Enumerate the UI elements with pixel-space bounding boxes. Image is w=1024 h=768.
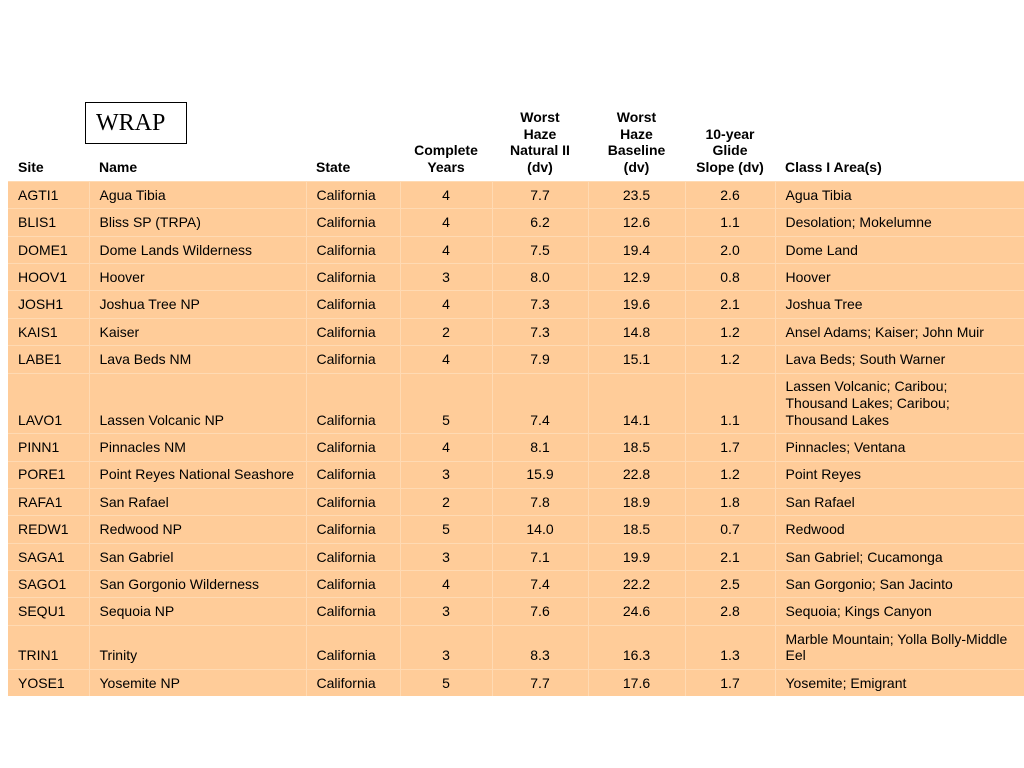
cell-complete-years: 5 [400,373,492,434]
cell-complete-years: 5 [400,669,492,696]
cell-worst-haze-baseline: 18.5 [588,434,685,461]
cell-state: California [306,516,400,543]
cell-name: Bliss SP (TRPA) [89,209,306,236]
cell-complete-years: 4 [400,181,492,208]
cell-worst-haze-baseline: 22.8 [588,461,685,488]
cell-class-i-areas: Point Reyes [775,461,1024,488]
cell-class-i-areas: San Gorgonio; San Jacinto [775,571,1024,598]
cell-worst-haze-natural: 7.5 [492,236,588,263]
cell-state: California [306,291,400,318]
cell-worst-haze-baseline: 15.1 [588,346,685,373]
cell-name: Pinnacles NM [89,434,306,461]
header-complete-years: Complete Years [400,107,492,181]
cell-worst-haze-baseline: 16.3 [588,625,685,669]
cell-name: Lassen Volcanic NP [89,373,306,434]
cell-glide-slope: 2.0 [685,236,775,263]
cell-complete-years: 4 [400,291,492,318]
cell-glide-slope: 2.6 [685,181,775,208]
cell-state: California [306,434,400,461]
cell-state: California [306,236,400,263]
cell-class-i-areas: Sequoia; Kings Canyon [775,598,1024,625]
cell-worst-haze-baseline: 19.9 [588,543,685,570]
table-row [8,209,1024,236]
cell-worst-haze-baseline: 14.8 [588,318,685,345]
cell-state: California [306,598,400,625]
cell-class-i-areas: Hoover [775,264,1024,291]
cell-glide-slope: 1.3 [685,625,775,669]
cell-complete-years: 5 [400,516,492,543]
table-row [8,516,1024,543]
cell-worst-haze-natural: 7.7 [492,669,588,696]
cell-complete-years: 4 [400,434,492,461]
cell-class-i-areas: Dome Land [775,236,1024,263]
cell-site: LABE1 [8,346,89,373]
cell-worst-haze-baseline: 23.5 [588,181,685,208]
cell-class-i-areas: Pinnacles; Ventana [775,434,1024,461]
cell-worst-haze-baseline: 24.6 [588,598,685,625]
cell-state: California [306,346,400,373]
cell-site: SEQU1 [8,598,89,625]
cell-glide-slope: 1.1 [685,373,775,434]
cell-state: California [306,209,400,236]
cell-complete-years: 4 [400,236,492,263]
cell-glide-slope: 1.1 [685,209,775,236]
cell-glide-slope: 1.2 [685,346,775,373]
cell-worst-haze-natural: 7.4 [492,571,588,598]
header-site: Site [8,107,89,181]
cell-site: PINN1 [8,434,89,461]
cell-state: California [306,669,400,696]
cell-state: California [306,264,400,291]
header-worst-haze-baseline: Worst Haze Baseline (dv) [588,107,685,181]
cell-glide-slope: 2.1 [685,291,775,318]
cell-state: California [306,461,400,488]
cell-complete-years: 4 [400,571,492,598]
cell-state: California [306,373,400,434]
table-row [8,346,1024,373]
cell-name: Agua Tibia [89,181,306,208]
cell-worst-haze-natural: 7.4 [492,373,588,434]
cell-name: Dome Lands Wilderness [89,236,306,263]
cell-worst-haze-natural: 8.0 [492,264,588,291]
cell-worst-haze-natural: 7.7 [492,181,588,208]
cell-state: California [306,571,400,598]
table-row [8,543,1024,570]
cell-complete-years: 3 [400,543,492,570]
cell-complete-years: 3 [400,598,492,625]
cell-worst-haze-baseline: 22.2 [588,571,685,598]
cell-class-i-areas: Lassen Volcanic; Caribou; Thousand Lakes; Caribou; Thousand Lakes [775,373,1024,434]
cell-glide-slope: 1.2 [685,318,775,345]
cell-site: LAVO1 [8,373,89,434]
cell-complete-years: 4 [400,209,492,236]
cell-class-i-areas: Yosemite; Emigrant [775,669,1024,696]
table-row [8,488,1024,515]
cell-state: California [306,181,400,208]
cell-name: Point Reyes National Seashore [89,461,306,488]
table-row [8,236,1024,263]
cell-glide-slope: 2.8 [685,598,775,625]
table-row [8,291,1024,318]
cell-worst-haze-natural: 7.6 [492,598,588,625]
cell-complete-years: 4 [400,346,492,373]
cell-state: California [306,543,400,570]
table-row [8,434,1024,461]
table-row [8,373,1024,434]
cell-name: Trinity [89,625,306,669]
cell-site: AGTI1 [8,181,89,208]
cell-name: Sequoia NP [89,598,306,625]
cell-site: TRIN1 [8,625,89,669]
cell-name: Yosemite NP [89,669,306,696]
cell-glide-slope: 1.7 [685,669,775,696]
cell-worst-haze-baseline: 17.6 [588,669,685,696]
cell-class-i-areas: Lava Beds; South Warner [775,346,1024,373]
cell-site: JOSH1 [8,291,89,318]
header-worst-haze-natural: Worst Haze Natural II (dv) [492,107,588,181]
cell-site: RAFA1 [8,488,89,515]
cell-state: California [306,625,400,669]
cell-worst-haze-natural: 7.3 [492,291,588,318]
cell-complete-years: 2 [400,318,492,345]
header-class-i-areas: Class I Area(s) [775,107,1024,181]
cell-name: Kaiser [89,318,306,345]
cell-class-i-areas: Ansel Adams; Kaiser; John Muir [775,318,1024,345]
table-row [8,264,1024,291]
cell-name: Hoover [89,264,306,291]
cell-class-i-areas: Joshua Tree [775,291,1024,318]
cell-worst-haze-baseline: 18.9 [588,488,685,515]
cell-complete-years: 2 [400,488,492,515]
cell-class-i-areas: San Gabriel; Cucamonga [775,543,1024,570]
cell-glide-slope: 0.7 [685,516,775,543]
cell-worst-haze-baseline: 19.4 [588,236,685,263]
cell-glide-slope: 0.8 [685,264,775,291]
cell-name: Joshua Tree NP [89,291,306,318]
cell-worst-haze-natural: 15.9 [492,461,588,488]
table-row [8,598,1024,625]
monitoring-sites-table [8,107,1024,696]
cell-complete-years: 3 [400,625,492,669]
cell-class-i-areas: Redwood [775,516,1024,543]
cell-site: DOME1 [8,236,89,263]
table-row [8,571,1024,598]
cell-worst-haze-natural: 8.3 [492,625,588,669]
cell-glide-slope: 2.1 [685,543,775,570]
cell-worst-haze-baseline: 19.6 [588,291,685,318]
cell-name: Redwood NP [89,516,306,543]
cell-worst-haze-natural: 7.1 [492,543,588,570]
table-row [8,461,1024,488]
cell-glide-slope: 1.2 [685,461,775,488]
cell-name: Lava Beds NM [89,346,306,373]
table-row [8,318,1024,345]
cell-worst-haze-baseline: 14.1 [588,373,685,434]
cell-site: BLIS1 [8,209,89,236]
cell-name: San Rafael [89,488,306,515]
cell-complete-years: 3 [400,461,492,488]
header-name: Name [89,107,306,181]
cell-site: PORE1 [8,461,89,488]
cell-site: SAGO1 [8,571,89,598]
cell-site: KAIS1 [8,318,89,345]
cell-worst-haze-natural: 7.8 [492,488,588,515]
wrap-logo-box [85,102,187,144]
cell-state: California [306,488,400,515]
cell-site: SAGA1 [8,543,89,570]
cell-glide-slope: 1.8 [685,488,775,515]
cell-worst-haze-baseline: 12.9 [588,264,685,291]
cell-worst-haze-natural: 7.9 [492,346,588,373]
cell-worst-haze-natural: 6.2 [492,209,588,236]
cell-name: San Gabriel [89,543,306,570]
cell-name: San Gorgonio Wilderness [89,571,306,598]
cell-glide-slope: 1.7 [685,434,775,461]
cell-worst-haze-natural: 7.3 [492,318,588,345]
cell-state: California [306,318,400,345]
cell-class-i-areas: Marble Mountain; Yolla Bolly-Middle Eel [775,625,1024,669]
cell-site: REDW1 [8,516,89,543]
cell-worst-haze-natural: 14.0 [492,516,588,543]
cell-site: YOSE1 [8,669,89,696]
cell-complete-years: 3 [400,264,492,291]
table-row [8,669,1024,696]
cell-worst-haze-baseline: 12.6 [588,209,685,236]
cell-glide-slope: 2.5 [685,571,775,598]
header-state: State [306,107,400,181]
header-glide-slope: 10-year Glide Slope (dv) [685,107,775,181]
cell-site: HOOV1 [8,264,89,291]
table-body [8,181,1024,696]
wrap-logo-text: WRAP [96,110,166,136]
cell-worst-haze-natural: 8.1 [492,434,588,461]
table-row [8,181,1024,208]
table-row [8,625,1024,669]
cell-class-i-areas: Desolation; Mokelumne [775,209,1024,236]
cell-class-i-areas: Agua Tibia [775,181,1024,208]
cell-worst-haze-baseline: 18.5 [588,516,685,543]
cell-class-i-areas: San Rafael [775,488,1024,515]
